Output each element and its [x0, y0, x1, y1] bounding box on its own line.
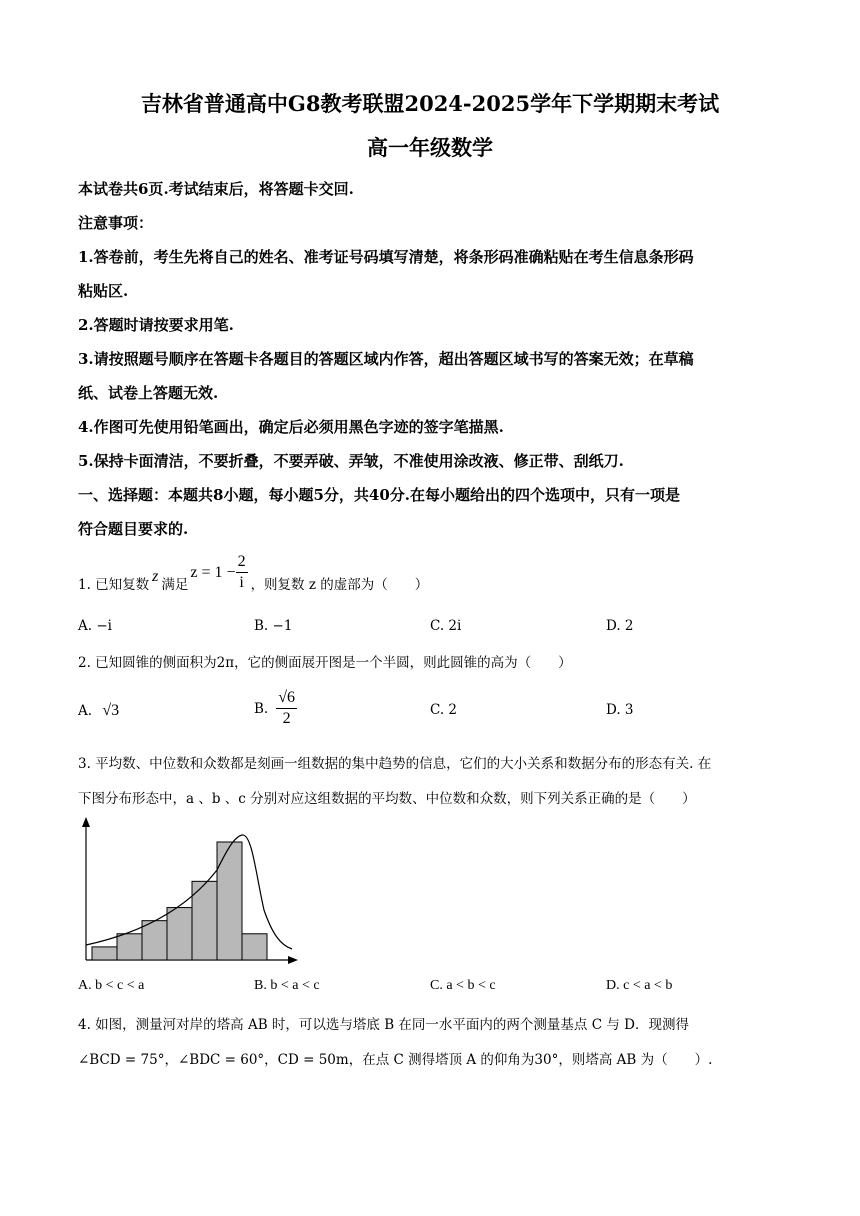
q1-option-b[interactable]: B. −1: [254, 618, 293, 634]
q2-option-a[interactable]: [78, 702, 119, 720]
exam-title: 吉林省普通高中G8教考联盟2024-2025学年下学期期末考试: [140, 91, 720, 116]
q2-option-b-fraction: [276, 688, 297, 729]
q2-option-b-num: √6: [276, 688, 297, 709]
q1-var: z: [152, 567, 159, 585]
histogram-bar: [217, 842, 242, 960]
notice-item-3: 3.请按照题号顺序在答题卡各题目的答题区域内作答，超出答题区域书写的答案无效；在草稿: [78, 350, 694, 368]
q2-option-b-den: 2: [282, 710, 291, 727]
q3-option-d[interactable]: D. c < a < b: [606, 978, 673, 993]
q3-option-c[interactable]: C. a < b < c: [430, 978, 496, 993]
exam-subtitle: 高一年级数学: [367, 135, 493, 160]
histogram-bar: [92, 947, 117, 960]
question-2: 2. 已知圆锥的侧面积为2π，它的侧面展开图是一个半圆，则此圆锥的高为（ ）: [78, 655, 572, 671]
q1-formula-lhs: z = 1 −: [190, 563, 236, 581]
notice-item-5: 5.保持卡面清洁，不要折叠，不要弄破、弄皱，不准使用涂改液、修正带、刮纸刀.: [78, 452, 624, 470]
q3-option-b[interactable]: B. b < a < c: [254, 978, 320, 993]
q2-option-d[interactable]: D. 3: [606, 702, 634, 718]
section-heading-cont: 符合题目要求的.: [78, 520, 189, 538]
q2-option-c[interactable]: C. 2: [430, 702, 458, 718]
intro-text: 本试卷共6页.考试结束后，将答题卡交回.: [78, 180, 354, 198]
notice-item-1: 1.答卷前，考生先将自己的姓名、准考证号码填写清楚，将条形码准确粘贴在考生信息条形码: [78, 248, 694, 266]
question-4-line-2: ∠BCD = 75°，∠BDC = 60°，CD = 50m，在点 C 测得塔顶 A 的仰角为30°，则塔高 AB 为（ ）.: [78, 1052, 713, 1068]
histogram-bar: [142, 921, 167, 960]
section-heading: 一、选择题：本题共8小题，每小题5分，共40分.在每小题给出的四个选项中，只有一项是: [78, 486, 680, 504]
q1-option-c[interactable]: C. 2i: [430, 618, 462, 634]
q1-frac-num: 2: [236, 552, 248, 573]
q1-option-d[interactable]: D. 2: [606, 618, 634, 634]
distribution-histogram: [72, 815, 302, 970]
notice-item-1-cont: 粘贴区.: [78, 282, 129, 300]
histogram-bar: [167, 908, 192, 960]
q2-option-b-label: B.: [254, 700, 269, 717]
question-1: [78, 553, 429, 603]
q2-option-a-label: A.: [78, 703, 93, 719]
q1-prefix: 1. 已知复数: [78, 576, 150, 593]
question-4-line-1: 4. 如图，测量河对岸的塔高 AB 时，可以选与塔底 B 在同一水平面内的两个测量基点 C 与 D．现测得: [78, 1017, 689, 1033]
q1-formula: [190, 552, 247, 593]
q1-frac-den: i: [239, 574, 244, 591]
q1-suffix: ，则复数 z 的虚部为（ ）: [250, 576, 429, 593]
q3-option-a[interactable]: A. b < c < a: [78, 978, 145, 993]
q2-option-b[interactable]: [254, 688, 297, 729]
question-3-line-2: 下图分布形态中，a 、b 、c 分别对应这组数据的平均数、中位数和众数，则下列关系正确的是（ ）: [78, 791, 696, 807]
q1-option-a[interactable]: A. −i: [78, 618, 112, 634]
q1-fraction: [236, 552, 248, 593]
histogram-bar: [242, 934, 267, 960]
q1-mid: 满足: [161, 576, 189, 593]
notice-item-3-cont: 纸、试卷上答题无效.: [78, 384, 219, 402]
question-3-line-1: 3. 平均数、中位数和众数都是刻画一组数据的集中趋势的信息，它们的大小关系和数据分布的形态有关. 在: [78, 756, 712, 772]
notice-item-2: 2.答题时请按要求用笔.: [78, 316, 234, 334]
histogram-bar: [117, 934, 142, 960]
x-axis-arrow-icon: [288, 956, 298, 964]
q2-option-a-value: √3: [102, 702, 120, 719]
notice-heading: 注意事项：: [78, 214, 154, 232]
notice-item-4: 4.作图可先使用铅笔画出，确定后必须用黑色字迹的签字笔描黑.: [78, 418, 504, 436]
y-axis-arrow-icon: [82, 817, 90, 827]
